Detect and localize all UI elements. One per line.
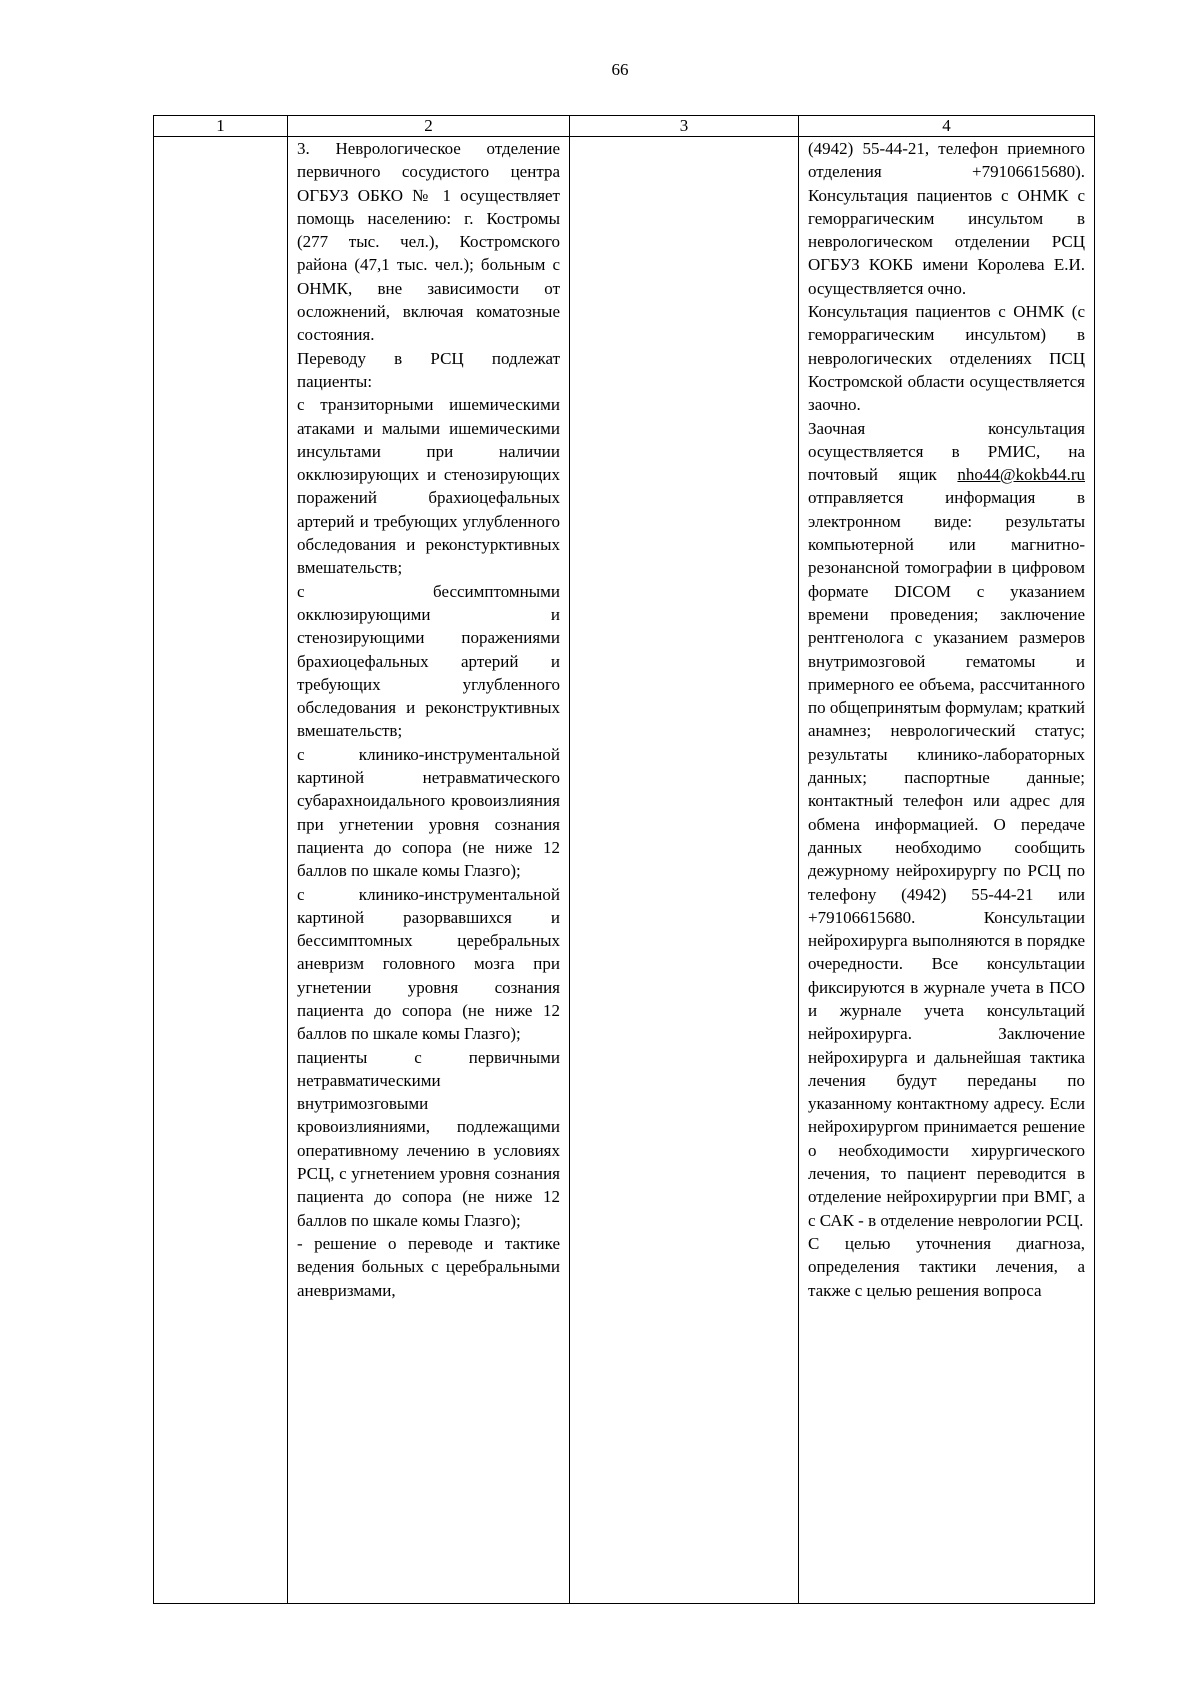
column-header-2: 2 — [288, 116, 570, 137]
column-4-paragraph — [808, 417, 1085, 1232]
column-4-paragraph: Консультация пациентов с ОНМК (с геморрагическим инсультом) в неврологических отделениях ПСЦ Костромской области осуществляется заочно. — [808, 302, 1085, 415]
column-4-paragraph: С целью уточнения диагноза, определения тактики лечения, а также с целью решения вопроса — [808, 1233, 1085, 1300]
table-row — [154, 137, 1095, 1604]
header-row — [154, 116, 1095, 137]
column-2-paragraph: с клинико-инструментальной картиной нетравматического субарахноидального кровоизлияния при угнетении уровня сознания пациента до сопора (не ниже 12 баллов по шкале комы Глазго); — [297, 744, 560, 881]
column-4-text: Заочная консультация осуществляется в РМИС, на почтовый ящик — [808, 418, 1085, 485]
cell-column-2 — [288, 137, 570, 1604]
column-4-paragraph: (4942) 55-44-21, телефон приемного отделения +79106615680). Консультация пациентов с ОНМК с геморрагическим инсультом в неврологическом отделении РСЦ ОГБУЗ КОКБ имени Королева Е.И. осуществляется очно. — [808, 139, 1085, 298]
email-link[interactable]: nho44@kokb44.ru — [957, 465, 1085, 485]
column-header-4: 4 — [799, 116, 1095, 137]
cell-column-4 — [799, 137, 1095, 1604]
cell-column-3 — [570, 137, 799, 1604]
column-header-3: 3 — [570, 116, 799, 137]
column-2-paragraph: с клинико-инструментальной картиной разорвавшихся и бессимптомных церебральных аневризм головного мозга при угнетении уровня сознания пациента до сопора (не ниже 12 баллов по шкале комы Глазго); — [297, 884, 560, 1044]
column-2-paragraph: - решение о переводе и тактике ведения больных с церебральными аневризмами, — [297, 1233, 560, 1300]
column-2-paragraph: Переводу в РСЦ подлежат пациенты: — [297, 348, 560, 391]
document-table — [153, 115, 1095, 1604]
column-2-paragraph: с бессимптомными окклюзирующими и стенозирующими поражениями брахиоцефальных артерий и требующих углубленного обследования и реконструктивных вмешательств; — [297, 581, 560, 741]
page-number: 66 — [611, 60, 629, 79]
column-2-paragraph: 3. Неврологическое отделение первичного сосудистого центра ОГБУЗ ОБКО № 1 осуществляет помощь населению: г. Костромы (277 тыс. чел.), Костромского района (47,1 тыс. чел.); больным с ОНМК, вне зависимости от осложнений, включая коматозные состояния. — [297, 139, 560, 345]
column-2-paragraph: пациенты с первичными нетравматическими внутримозговыми кровоизлияниями, подлежащими оперативному лечению в условиях РСЦ, с угнетением уровня сознания пациента до сопора (не ниже 12 баллов по шкале комы Глазго); — [297, 1047, 560, 1230]
column-header-1: 1 — [154, 116, 288, 137]
cell-column-1 — [154, 137, 288, 1604]
column-4-text: отправляется информация в электронном виде: результаты компьютерной или магнитно-резонансной томографии в цифровом формате DICOM с указанием времени проведения; заключение рентгенолога с указанием размеров внутримозговой гематомы и примерного ее объема, рассчитанного по общепринятым формулам; краткий анамнез; неврологический статус; результаты клинико-лабораторных данных; паспортные данные; контактный телефон или адрес для обмена информацией. О передаче данных необходимо сообщить дежурному нейрохирургу по РСЦ по телефону (4942) 55-44-21 или +79106615680. Консультации нейрохирурга выполняются в порядке очередности. Все консультации фиксируются в журнале учета в ПСО и журнале учета консультаций нейрохирурга. Заключение нейрохирурга и дальнейшая тактика лечения будут переданы по указанному контактному адресу. Если нейрохирургом принимается решение о необходимости хирургического лечения, то пациент переводится в отделение нейрохирургии при ВМГ, а с САК - в отделение неврологии РСЦ. — [808, 488, 1085, 1230]
column-2-paragraph: с транзиторными ишемическими атаками и малыми ишемическими инсультами при наличии окклюзирующих и стенозирующих поражений брахиоцефальных артерий и требующих углубленного обследования и реконстурктивных вмешательств; — [297, 395, 560, 578]
